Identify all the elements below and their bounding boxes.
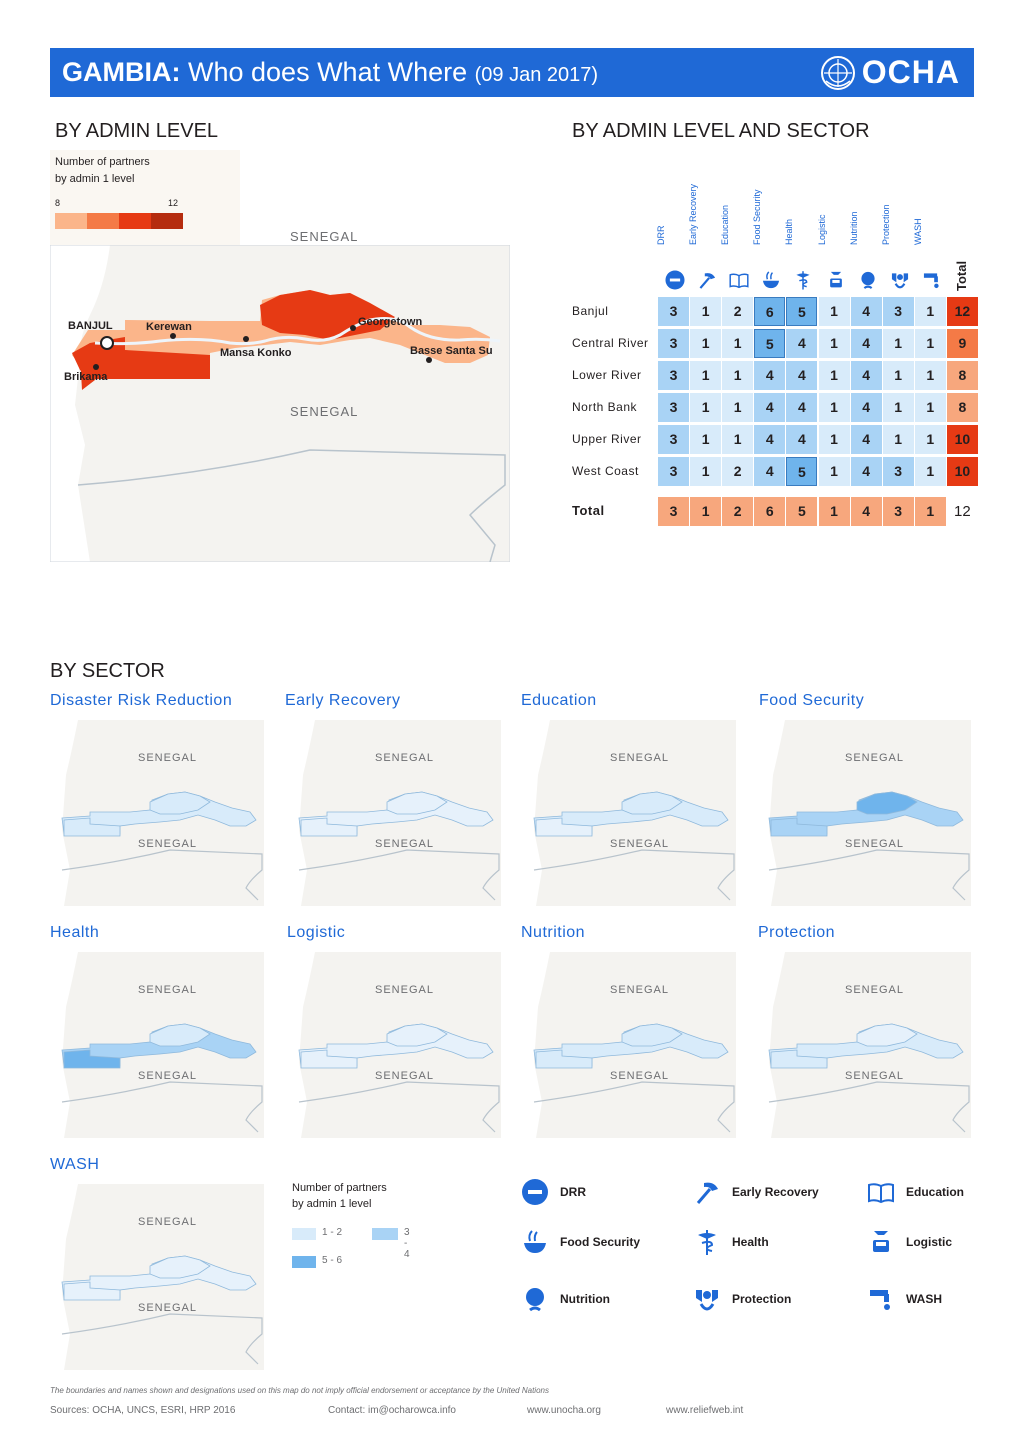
sector-map-title: Health <box>50 924 100 941</box>
matrix-col-label: Nutrition <box>848 211 859 245</box>
legend-swatch-1-2 <box>292 1228 316 1240</box>
legend-swatch <box>55 213 87 229</box>
icon-legend-label: WASH <box>906 1292 942 1306</box>
matrix-row-label: North Bank <box>572 400 638 414</box>
nutrition-icon <box>520 1284 550 1314</box>
title-date: (09 Jan 2017) <box>474 64 599 86</box>
matrix-cell: 1 <box>883 329 914 358</box>
icon-legend-label: DRR <box>560 1185 586 1199</box>
matrix-footer-cell: 1 <box>690 497 721 526</box>
icon-legend-label: Food Security <box>560 1235 641 1249</box>
sector-map-title: Food Security <box>759 692 865 709</box>
sector-legend-title-1: Number of partners <box>292 1182 387 1194</box>
protection-icon <box>889 269 911 291</box>
matrix-col-label: Food Security <box>752 189 763 245</box>
matrix-col-header <box>658 165 690 295</box>
education-icon <box>866 1177 896 1207</box>
logistic-icon <box>866 1227 896 1257</box>
mini-map-label-north: SENEGAL <box>845 752 904 764</box>
title-text: Who does What Where <box>188 57 468 87</box>
matrix-cell: 1 <box>915 425 946 454</box>
sector-mini-map <box>287 952 501 1138</box>
matrix-cell: 2 <box>722 297 753 326</box>
matrix-cell: 4 <box>754 457 785 486</box>
matrix-cell: 1 <box>722 425 753 454</box>
logo-text: OCHA <box>861 54 960 90</box>
wash-icon <box>866 1284 896 1314</box>
mini-map-graphic <box>50 1184 264 1370</box>
city-marker <box>93 364 99 370</box>
matrix-cell: 1 <box>819 297 850 326</box>
matrix-footer-cell: 3 <box>883 497 914 526</box>
city-label-banjul: BANJUL <box>68 320 113 332</box>
matrix-row-label: West Coast <box>572 464 639 478</box>
matrix-row-label: Upper River <box>572 432 642 446</box>
mini-map-graphic <box>757 720 971 906</box>
legend-title-line2: by admin 1 level <box>55 173 135 185</box>
matrix-footer-cell: 2 <box>722 497 753 526</box>
matrix-cell: 4 <box>851 425 882 454</box>
matrix-footer-label: Total <box>572 503 605 518</box>
footer-url-unocha[interactable]: www.unocha.org <box>527 1405 601 1416</box>
icon-legend-label: Logistic <box>906 1235 953 1249</box>
header-banner <box>50 48 974 97</box>
matrix-col-header <box>786 165 818 295</box>
mini-map-label-south: SENEGAL <box>375 1070 434 1082</box>
education-icon <box>728 269 750 291</box>
matrix-col-label: Health <box>784 218 795 245</box>
matrix-cell: 4 <box>851 361 882 390</box>
mini-map-graphic <box>522 952 736 1138</box>
matrix-cell: 1 <box>819 425 850 454</box>
city-label-kerewan: Kerewan <box>146 321 192 333</box>
matrix-total-label: Total <box>953 260 969 291</box>
city-marker <box>426 357 432 363</box>
mini-map-label-south: SENEGAL <box>138 838 197 850</box>
legend-swatch <box>151 213 183 229</box>
country-label-senegal-north: SENEGAL <box>290 229 359 244</box>
matrix-cell: 1 <box>690 393 721 422</box>
sector-mini-map <box>50 1184 264 1370</box>
sector-mini-map <box>522 952 736 1138</box>
matrix-col-header <box>880 165 915 295</box>
matrix-col-label: Early Recovery <box>688 183 699 245</box>
matrix-cell: 1 <box>690 297 721 326</box>
capital-marker <box>100 336 114 350</box>
matrix-cell: 1 <box>883 361 914 390</box>
mini-map-label-north: SENEGAL <box>138 1216 197 1228</box>
city-marker <box>243 336 249 342</box>
matrix-cell: 1 <box>915 297 946 326</box>
matrix-cell: 5 <box>786 457 817 486</box>
sector-matrix <box>560 160 980 540</box>
nutrition-icon <box>857 269 879 291</box>
icon-legend-label: Nutrition <box>560 1292 610 1306</box>
food-security-icon <box>520 1227 550 1257</box>
matrix-cell: 1 <box>690 425 721 454</box>
matrix-cell: 3 <box>883 297 914 326</box>
mini-map-label-south: SENEGAL <box>845 1070 904 1082</box>
sector-map-title: Early Recovery <box>285 692 401 709</box>
early-recovery-icon <box>692 1177 722 1207</box>
early-recovery-icon <box>696 269 718 291</box>
matrix-cell: 6 <box>754 297 785 326</box>
footer-contact: Contact: im@ocharowca.info <box>328 1405 456 1416</box>
legend-label-5-6: 5 - 6 <box>322 1255 343 1266</box>
matrix-cell: 3 <box>658 361 689 390</box>
admin-section-title: BY ADMIN LEVEL <box>55 120 219 142</box>
map-canvas <box>50 229 510 562</box>
matrix-col-header <box>690 165 722 295</box>
icon-legend-label: Protection <box>732 1292 792 1306</box>
footer-url-reliefweb[interactable]: www.reliefweb.int <box>666 1405 744 1416</box>
drr-icon <box>664 269 686 291</box>
legend-title-line1: Number of partners <box>55 156 150 168</box>
sector-mini-map <box>757 720 971 906</box>
matrix-footer-cell: 5 <box>786 497 817 526</box>
matrix-cell: 1 <box>915 329 946 358</box>
matrix-section-title: BY ADMIN LEVEL AND SECTOR <box>572 120 870 142</box>
matrix-col-label: WASH <box>912 218 923 245</box>
matrix-cell: 1 <box>819 361 850 390</box>
mini-map-label-south: SENEGAL <box>845 838 904 850</box>
mini-map-label-north: SENEGAL <box>138 984 197 996</box>
food-security-icon <box>760 269 782 291</box>
matrix-col-header <box>722 165 754 295</box>
admin-legend <box>50 150 240 245</box>
matrix-cell: 5 <box>786 297 817 326</box>
matrix-cell: 2 <box>722 457 753 486</box>
protection-icon <box>692 1284 722 1314</box>
matrix-footer-cell: 4 <box>851 497 882 526</box>
legend-label-3-4: 3 - 4 <box>404 1227 410 1260</box>
sector-map-title: Logistic <box>287 924 346 941</box>
legend-min: 8 <box>55 198 61 208</box>
matrix-cell: 1 <box>690 361 721 390</box>
drr-icon <box>520 1177 550 1207</box>
matrix-cell: 3 <box>658 329 689 358</box>
city-label-basse-santa-su: Basse Santa Su <box>410 345 493 357</box>
sector-map-title: Disaster Risk Reduction <box>50 692 233 709</box>
sector-legend <box>292 1180 410 1266</box>
mini-map-graphic <box>50 720 264 906</box>
sector-mini-map <box>50 952 264 1138</box>
sector-map-title: Nutrition <box>521 924 586 941</box>
mini-map-label-north: SENEGAL <box>610 752 669 764</box>
matrix-row-total: 10 <box>947 425 978 454</box>
sector-map-title: Protection <box>758 924 836 941</box>
matrix-cell: 3 <box>883 457 914 486</box>
matrix-cell: 5 <box>754 329 785 358</box>
icon-legend-label: Early Recovery <box>732 1185 819 1199</box>
title-country: GAMBIA: <box>62 57 181 87</box>
icon-legend-label: Health <box>732 1235 769 1249</box>
matrix-cell: 4 <box>754 393 785 422</box>
matrix-row-label: Lower River <box>572 368 642 382</box>
sector-legend-title-2: by admin 1 level <box>292 1198 372 1210</box>
matrix-footer-cell: 3 <box>658 497 689 526</box>
matrix-cell: 4 <box>851 297 882 326</box>
mini-map-label-north: SENEGAL <box>845 984 904 996</box>
mini-map-graphic <box>287 952 501 1138</box>
matrix-footer-total: 12 <box>954 503 971 520</box>
matrix-cell: 4 <box>851 393 882 422</box>
matrix-cell: 3 <box>658 457 689 486</box>
matrix-cell: 4 <box>786 361 817 390</box>
matrix-cell: 1 <box>819 393 850 422</box>
wash-icon <box>921 269 943 291</box>
mini-map-label-south: SENEGAL <box>610 1070 669 1082</box>
mini-map-graphic <box>287 720 501 906</box>
matrix-cell: 4 <box>754 361 785 390</box>
matrix-cell: 1 <box>915 393 946 422</box>
matrix-col-header <box>848 165 883 295</box>
matrix-row-total: 8 <box>947 361 978 390</box>
matrix-row-total: 10 <box>947 457 978 486</box>
matrix-col-header <box>754 165 786 295</box>
legend-swatch-3-4 <box>372 1228 398 1240</box>
mini-map-label-south: SENEGAL <box>375 838 434 850</box>
sector-mini-map <box>50 720 264 906</box>
mini-map-label-north: SENEGAL <box>375 752 434 764</box>
mini-map-label-north: SENEGAL <box>138 752 197 764</box>
matrix-cell: 1 <box>915 457 946 486</box>
legend-label-1-2: 1 - 2 <box>322 1227 343 1238</box>
matrix-footer-cell: 6 <box>754 497 785 526</box>
legend-swatch-5-6 <box>292 1256 316 1268</box>
matrix-cell: 3 <box>658 425 689 454</box>
page-title <box>62 57 598 88</box>
sector-map-title: WASH <box>50 1156 100 1173</box>
matrix-row-total: 12 <box>947 297 978 326</box>
footer-disclaimer: The boundaries and names shown and designations used on this map do not imply official endorsement or acceptance by the United Nations <box>50 1386 549 1395</box>
matrix-cell: 1 <box>883 393 914 422</box>
matrix-total-header <box>947 165 979 295</box>
footer-sources: Sources: OCHA, UNCS, ESRI, HRP 2016 <box>50 1405 236 1416</box>
matrix-cell: 1 <box>690 457 721 486</box>
un-emblem-icon <box>820 55 856 91</box>
matrix-cell: 1 <box>722 329 753 358</box>
matrix-cell: 1 <box>722 393 753 422</box>
mini-map-graphic <box>50 952 264 1138</box>
matrix-row-label: Banjul <box>572 304 609 318</box>
matrix-cell: 1 <box>819 457 850 486</box>
matrix-cell: 1 <box>722 361 753 390</box>
matrix-row-total: 9 <box>947 329 978 358</box>
mini-map-label-north: SENEGAL <box>375 984 434 996</box>
mini-map-label-south: SENEGAL <box>138 1302 197 1314</box>
matrix-cell: 1 <box>915 361 946 390</box>
logistic-icon <box>825 269 847 291</box>
city-marker <box>170 333 176 339</box>
matrix-col-label: Protection <box>880 204 891 245</box>
matrix-cell: 1 <box>690 329 721 358</box>
matrix-cell: 1 <box>819 329 850 358</box>
sector-mini-map <box>287 720 501 906</box>
matrix-row-label: Central River <box>572 336 649 350</box>
admin-map <box>50 150 510 562</box>
sector-mini-map <box>522 720 736 906</box>
matrix-cell: 4 <box>851 329 882 358</box>
matrix-col-label: Education <box>720 204 731 245</box>
mini-map-label-south: SENEGAL <box>138 1070 197 1082</box>
health-icon <box>692 1227 722 1257</box>
sector-section-title: BY SECTOR <box>50 660 165 682</box>
legend-max: 12 <box>168 198 179 208</box>
city-label-brikama: Brikama <box>64 371 108 383</box>
health-icon <box>792 269 814 291</box>
mini-map-label-south: SENEGAL <box>610 838 669 850</box>
ocha-logo <box>820 54 960 91</box>
icon-legend-label: Education <box>906 1185 965 1199</box>
matrix-col-header <box>912 165 947 295</box>
matrix-col-label: Logistic <box>816 214 827 245</box>
matrix-row-total: 8 <box>947 393 978 422</box>
legend-color-ramp <box>55 213 183 229</box>
mini-map-graphic <box>522 720 736 906</box>
city-marker <box>350 325 356 331</box>
city-label-mansa-konko: Mansa Konko <box>220 347 292 359</box>
sector-map-title: Education <box>521 692 597 709</box>
matrix-cell: 1 <box>883 425 914 454</box>
matrix-cell: 3 <box>658 297 689 326</box>
matrix-cell: 4 <box>786 393 817 422</box>
matrix-cell: 4 <box>851 457 882 486</box>
matrix-footer-cell: 1 <box>915 497 946 526</box>
matrix-cell: 4 <box>754 425 785 454</box>
matrix-cell: 4 <box>786 329 817 358</box>
country-label-senegal-south: SENEGAL <box>290 404 359 419</box>
sector-mini-map <box>757 952 971 1138</box>
gambia-map-graphic <box>50 245 510 562</box>
matrix-footer-cell: 1 <box>819 497 850 526</box>
matrix-col-label: DRR <box>656 225 666 245</box>
legend-swatch <box>87 213 119 229</box>
matrix-col-header <box>816 165 851 295</box>
mini-map-graphic <box>757 952 971 1138</box>
matrix-cell: 3 <box>658 393 689 422</box>
mini-map-label-north: SENEGAL <box>610 984 669 996</box>
city-label-georgetown: Georgetown <box>358 316 423 328</box>
legend-swatch <box>119 213 151 229</box>
matrix-cell: 4 <box>786 425 817 454</box>
